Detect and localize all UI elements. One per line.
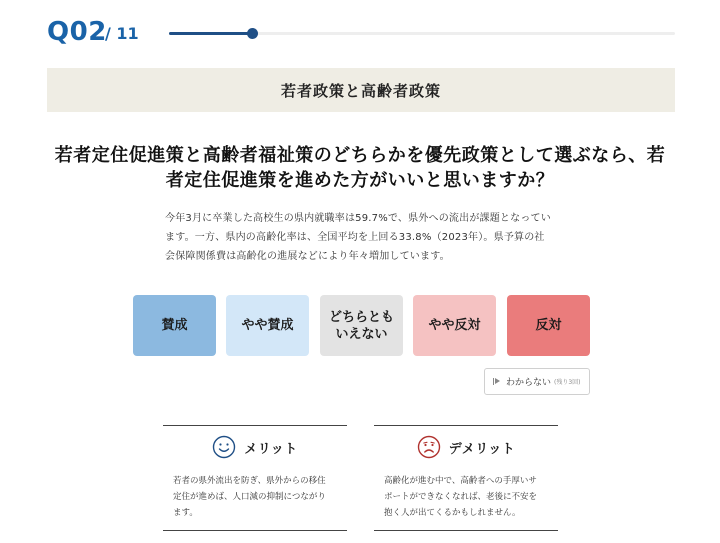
demerit-title: デメリット — [448, 441, 516, 457]
category-title: 若者政策と高齢者政策 — [280, 81, 441, 100]
play-icon — [493, 377, 500, 386]
answer-choices — [133, 295, 590, 356]
demerit-text — [384, 473, 552, 521]
demerit-line: 高齢化が進む中で、高齢者への手厚いサ — [384, 476, 537, 486]
choice-label: いえない — [335, 326, 388, 342]
choice-label: 賛成 — [161, 318, 188, 333]
progress-bar — [169, 32, 675, 35]
description-line: 今年3月に卒業した高校生の県内就職率は59.7%で、県外への流出が課題となってい — [165, 213, 551, 224]
demerit-header — [374, 435, 558, 459]
progress-fill — [169, 32, 252, 35]
choice-somewhat-agree-button[interactable] — [226, 295, 309, 356]
question-text — [30, 143, 690, 193]
smile-face-icon — [212, 435, 236, 459]
description-line: 会保障関係費は高齢化の進展などにより年々増加しています。 — [165, 251, 450, 262]
choice-label: どちらとも — [328, 309, 394, 325]
description-line: ます。一方、県内の高齢化率は、全国平均を上回る33.8%（2023年）。県予算の社 — [165, 232, 545, 243]
merit-line: 定住が進めば、人口減の抑制につながり — [173, 492, 326, 502]
choice-label: やや反対 — [428, 318, 481, 333]
merit-title: メリット — [244, 441, 298, 457]
dont-know-remaining: (残り3回) — [554, 379, 581, 386]
merit-line: ます。 — [173, 508, 198, 518]
merit-line: 若者の県外流出を防ぎ、県外からの移住 — [173, 476, 326, 486]
demerit-panel — [374, 425, 558, 531]
merit-header — [163, 435, 347, 459]
question-total: / 11 — [105, 24, 139, 43]
question-number: Q02 — [47, 17, 107, 47]
choice-agree-button[interactable] — [133, 295, 216, 356]
demerit-line: 抱く人が出てくるかもしれません。 — [384, 508, 521, 518]
dont-know-button[interactable] — [484, 368, 590, 395]
choice-disagree-button[interactable] — [507, 295, 590, 356]
question-line: 者定住促進策を進めた方がいいと思いますか？ — [165, 170, 555, 191]
question-header — [47, 14, 677, 50]
merit-text — [173, 473, 341, 521]
choice-somewhat-disagree-button[interactable] — [413, 295, 496, 356]
choice-label: 反対 — [535, 318, 562, 333]
frown-face-icon — [417, 435, 441, 459]
choice-neutral-button[interactable] — [320, 295, 403, 356]
question-description — [165, 209, 565, 266]
question-line: 若者定住促進策と高齢者福祉策のどちらかを優先政策として選ぶなら、若 — [54, 145, 666, 166]
progress-marker — [247, 28, 258, 39]
choice-label: やや賛成 — [241, 318, 294, 333]
category-banner — [47, 68, 675, 112]
merit-panel — [163, 425, 347, 531]
demerit-line: ポートができなくなれば、老後に不安を — [384, 492, 538, 502]
dont-know-label: わからない — [506, 378, 552, 388]
